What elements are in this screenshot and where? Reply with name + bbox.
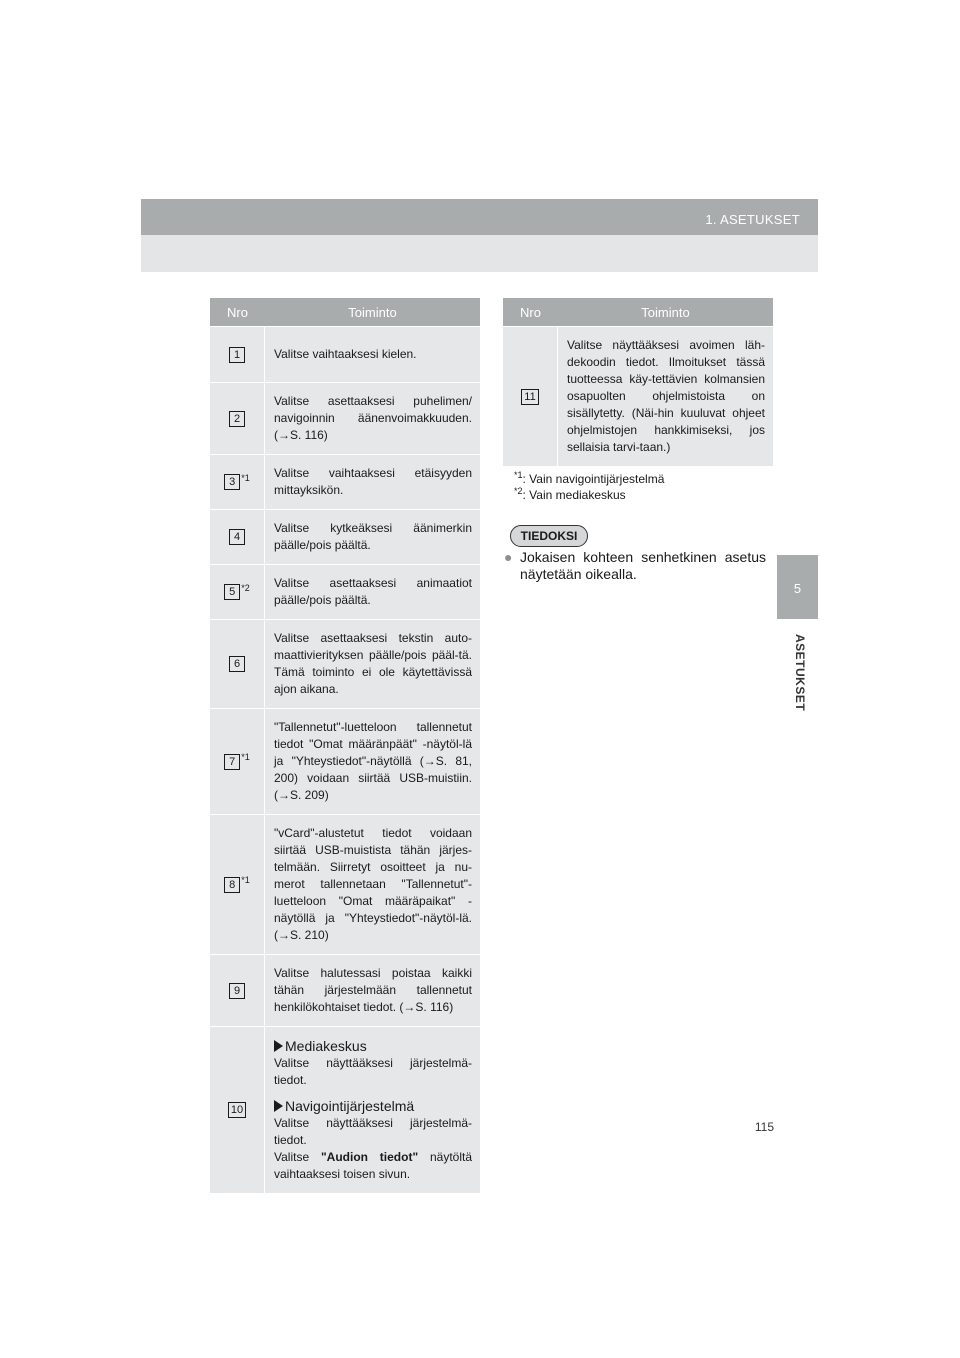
footnote-mark: *1 [241, 752, 250, 762]
row-description [265, 1026, 480, 1193]
row-description: Valitse asettaaksesi tekstin auto-maattivierityksen päälle/pois pääl-tä. Tämä toiminto ei ole käytettävissä ajon aikana. [265, 619, 480, 708]
table-row [210, 454, 480, 509]
audion-tiedot-label: "Audion tiedot" [320, 1150, 419, 1164]
info-note [504, 549, 766, 583]
table-row [210, 708, 480, 814]
row-description: Valitse kytkeäksesi äänimerkin päälle/pois päältä. [265, 509, 480, 564]
table-row [210, 564, 480, 619]
triangle-bullet-icon [274, 1040, 283, 1052]
table-header-row [210, 298, 480, 326]
info-note-text: Jokaisen kohteen senhetkinen asetus näytetään oikealla. [520, 549, 766, 582]
row-number-badge: 2 [229, 411, 245, 427]
footnote-mark: *1 [241, 875, 250, 885]
table-header-row [503, 298, 773, 326]
row-number-badge: 1 [229, 347, 245, 363]
subheading-navigointi: Navigointijärjestelmä [274, 1097, 472, 1115]
footnote-mark: *1 [241, 472, 250, 483]
header-band [141, 199, 818, 235]
row-description: Valitse vaihtaaksesi etäisyyden mittayksikön. [265, 454, 480, 509]
subheading-mediakeskus: Mediakeskus [274, 1037, 472, 1055]
row-description: Valitse halutessasi poistaa kaikki tähän järjestelmään tallennetut henkilökohtaiset tiedot. (→S. 116) [265, 954, 480, 1026]
row-number-badge: 10 [228, 1102, 246, 1118]
row-description: "vCard"-alustetut tiedot voidaan siirtää USB-muistista tähän järjes-telmään. Siirretyt osoitteet ja nu-merot tallennetaan "Tallennetut"-luetteloon "Omat määräpaikat" -näytöllä ja "Yhteystiedot"-näytöl-lä. (→S. 210) [265, 814, 480, 954]
chapter-tab [777, 555, 818, 619]
table-row [210, 1026, 480, 1193]
chapter-label: ASETUKSET [793, 634, 807, 712]
row-number-badge: 3 [224, 474, 240, 490]
row-description: Valitse asettaaksesi puhelimen/ navigoinnin äänenvoimakkuuden. (→S. 116) [265, 382, 480, 454]
row-description: "Tallennetut"-luetteloon tallennetut tiedot "Omat määränpäät" -näytöl-lä ja "Yhteystiedot"-näytöllä (→S. 81, 200) voidaan siirtää USB-muistiin. (→S. 209) [265, 708, 480, 814]
table-row [210, 619, 480, 708]
row-number-badge: 8 [224, 877, 240, 893]
table-row [210, 382, 480, 454]
bullet-icon: ● [504, 549, 513, 565]
row-number-badge: 9 [229, 983, 245, 999]
col-header-no: Nro [503, 298, 558, 326]
col-header-no: Nro [210, 298, 265, 326]
table-row [210, 326, 480, 382]
row-number-badge: 4 [229, 529, 245, 545]
footnote-mark: *2 [241, 582, 250, 593]
triangle-bullet-icon [274, 1100, 283, 1112]
function-table-right [503, 298, 773, 466]
row-description: Valitse näyttääksesi avoimen läh-dekoodin tiedot. Ilmoitukset tässä tuotteessa käy-tettävien kolmansien osapuolten ohjelmistoista on sisällytetty. (Näi-hin kuuluvat ohjeet ohjelmistojen hankkimiseksi, jos sellaisia tarvi-taan.) [558, 326, 773, 466]
audio-info-instruction: Valitse "Audion tiedot" näytöltä vaihtaaksesi toisen sivun. [274, 1150, 473, 1181]
col-header-function: Toiminto [265, 298, 480, 326]
col-header-function: Toiminto [558, 298, 773, 326]
function-table-left [210, 298, 480, 1193]
chapter-number: 5 [793, 581, 802, 596]
row-description: Valitse vaihtaaksesi kielen. [265, 326, 480, 382]
info-badge: TIEDOKSI [510, 525, 588, 547]
footnote-1: $^{*1}$: Vain navigointijärjestelmä [514, 470, 665, 486]
nav-description: Valitse näyttääksesi järjestelmä-tiedot. [274, 1116, 472, 1147]
table-row [210, 954, 480, 1026]
section-title: 1. ASETUKSET [705, 212, 800, 227]
row-number-badge: 11 [521, 389, 539, 405]
row-number-badge: 6 [229, 656, 245, 672]
table-row [210, 509, 480, 564]
table-row [503, 326, 773, 466]
footnote-2: $^{*2}$: Vain mediakeskus [514, 486, 626, 502]
row-description: Valitse asettaaksesi animaatiot päälle/pois päältä. [265, 564, 480, 619]
page-number: 115 [754, 1120, 774, 1134]
row-number-badge: 7 [224, 754, 240, 770]
table-row [210, 814, 480, 954]
media-description: Valitse näyttääksesi järjestelmä-tiedot. [274, 1056, 472, 1087]
row-number-badge: 5 [224, 584, 240, 600]
header-subband [141, 235, 818, 272]
